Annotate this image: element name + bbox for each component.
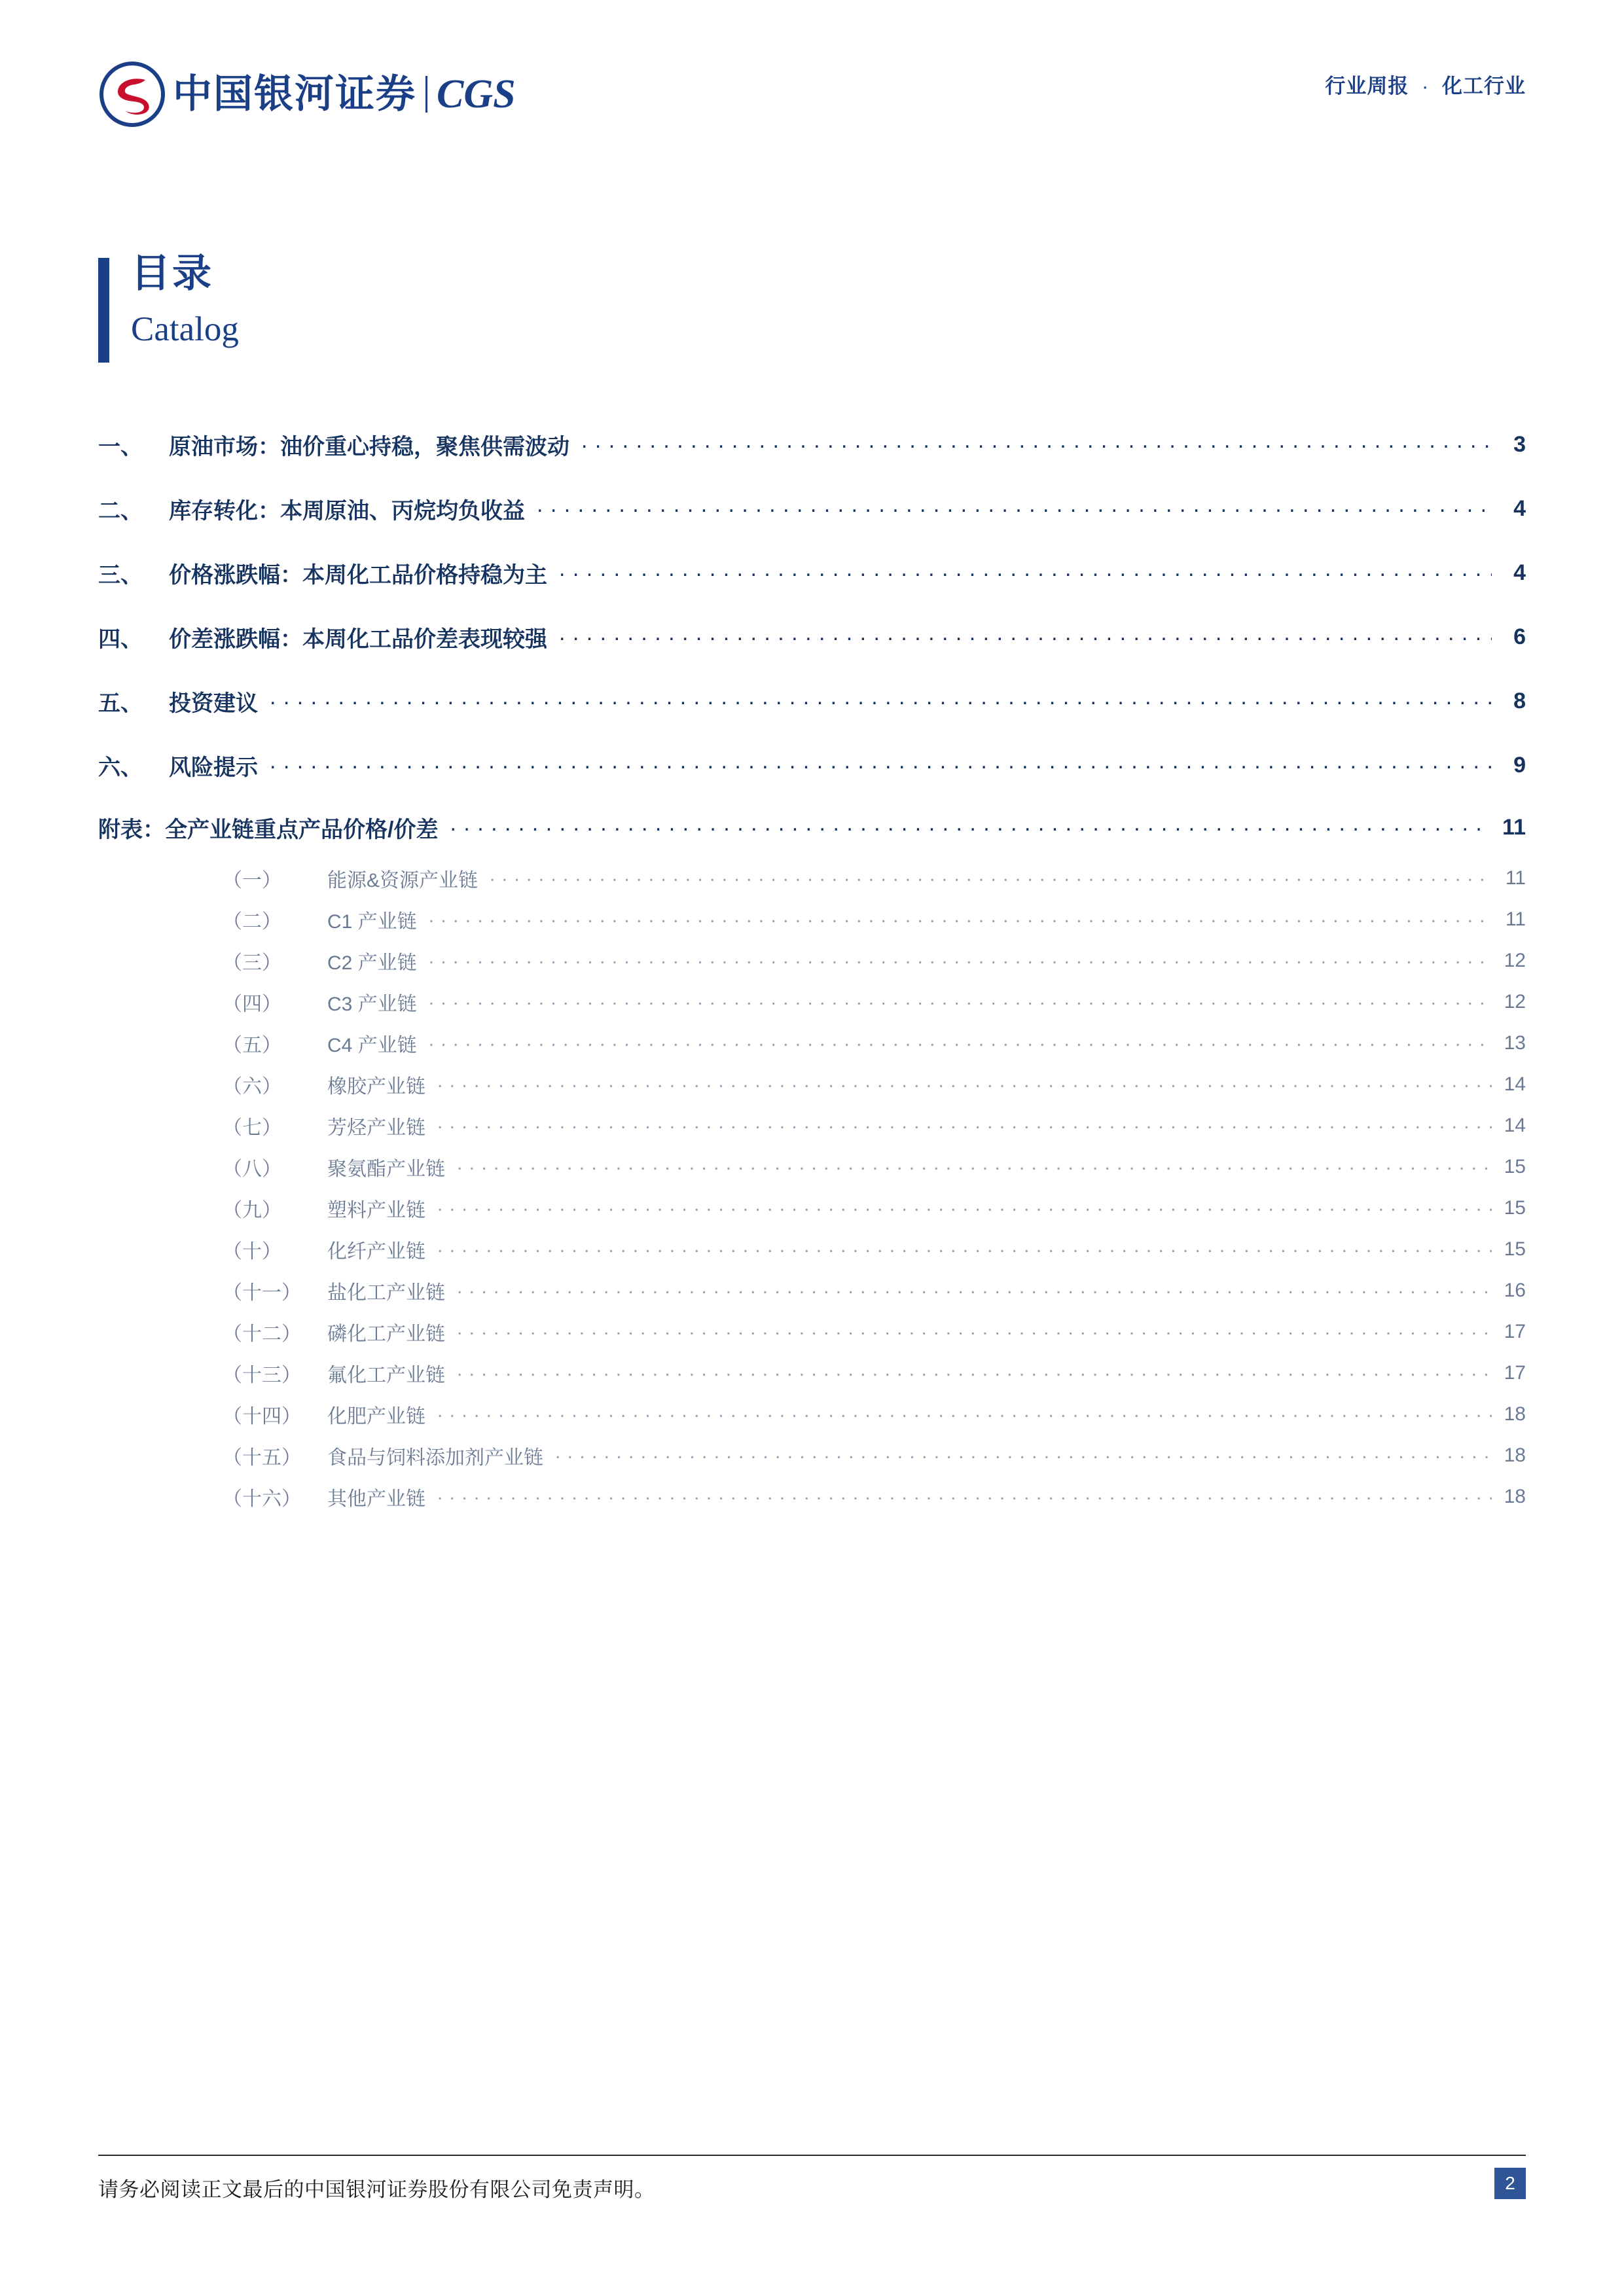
toc-leader-dots [457, 1281, 1492, 1300]
toc-leader-dots [429, 951, 1492, 971]
toc-entry-2-number: 二、 [98, 498, 143, 524]
toc-subentry-11-number: （十一） [223, 1282, 301, 1304]
toc-subentry-10-label [223, 1235, 433, 1264]
toc-entry-5-page: 8 [1513, 688, 1526, 713]
logo-divider [425, 76, 427, 113]
toc-entry-appendix-page: 11 [1502, 814, 1526, 840]
toc-subentry-6[interactable] [98, 1064, 1526, 1105]
toc-subentry-16-page: 18 [1504, 1485, 1526, 1507]
toc-subentry-14-page: 18 [1504, 1403, 1526, 1425]
page-number-badge: 2 [1494, 2168, 1526, 2199]
toc-subentry-4-page: 12 [1504, 990, 1526, 1013]
toc-subentry-1[interactable] [98, 857, 1526, 899]
toc-entry-4-page: 6 [1513, 624, 1526, 649]
toc-entry-4-text: 价差涨跌幅：本周化工品价差表现较强 [169, 626, 547, 652]
toc-leader-dots [537, 497, 1492, 520]
toc-subentry-14-number: （十四） [223, 1405, 301, 1427]
toc-subentry-9-label [223, 1194, 433, 1223]
toc-subentry-2[interactable] [98, 899, 1526, 940]
toc-subentry-10-number: （十） [223, 1240, 281, 1263]
toc-subentry-6-label [223, 1070, 433, 1099]
title-accent-bar [98, 258, 109, 363]
toc-leader-dots [437, 1240, 1492, 1259]
toc-subentry-1-text: 能源&资源产业链 [327, 869, 478, 891]
toc-entry-4[interactable] [98, 605, 1526, 669]
toc-entry-appendix-label [98, 812, 446, 844]
toc-leader-dots [437, 1198, 1492, 1218]
toc-entry-6[interactable] [98, 733, 1526, 797]
toc-subentry-7-text: 芳烃产业链 [327, 1117, 425, 1139]
toc-subentry-11-page: 16 [1504, 1279, 1526, 1301]
toc-entry-2-page: 4 [1513, 495, 1526, 521]
toc-entry-1-number: 一、 [98, 434, 143, 459]
toc-entry-3-page: 4 [1513, 560, 1526, 585]
toc-subentry-10[interactable] [98, 1229, 1526, 1270]
toc-entry-3-label [98, 557, 555, 589]
toc-subentry-3-label [223, 946, 425, 975]
toc-leader-dots [559, 562, 1492, 584]
page-title: 目录 [131, 251, 213, 295]
toc-subentry-9-number: （九） [223, 1199, 281, 1221]
toc-entry-6-label [98, 749, 266, 781]
toc-subentry-5-page: 13 [1504, 1031, 1526, 1054]
toc-entry-6-page: 9 [1513, 752, 1526, 778]
toc-subentry-8-page: 15 [1504, 1155, 1526, 1177]
toc-subentry-15-number: （十五） [223, 1446, 301, 1469]
toc-subentry-14[interactable] [98, 1393, 1526, 1435]
company-logo [98, 60, 516, 128]
toc-subentry-4-text: C3 产业链 [327, 993, 417, 1015]
toc-subentry-8-number: （八） [223, 1158, 281, 1180]
toc-subentry-3-text: C2 产业链 [327, 952, 417, 974]
page-title-en: Catalog [131, 310, 239, 348]
toc-leader-dots [429, 1033, 1492, 1053]
toc-entry-4-label [98, 621, 555, 653]
toc-entry-appendix-text: 附表：全产业链重点产品价格/价差 [98, 817, 439, 842]
toc-subentry-12[interactable] [98, 1311, 1526, 1352]
toc-subentry-4[interactable] [98, 981, 1526, 1022]
toc-subentry-8[interactable] [98, 1146, 1526, 1187]
header-separator: · [1422, 75, 1430, 98]
toc-subentry-15[interactable] [98, 1435, 1526, 1476]
toc-leader-dots [555, 1446, 1492, 1465]
toc-subentry-15-page: 18 [1504, 1444, 1526, 1466]
toc-subentry-13-label [223, 1359, 453, 1388]
toc-subentry-2-text: C1 产业链 [327, 910, 417, 933]
toc-subentry-3[interactable] [98, 940, 1526, 981]
toc-subentry-15-text: 食品与饲料添加剂产业链 [327, 1446, 543, 1469]
toc-subentry-5[interactable] [98, 1022, 1526, 1064]
toc-entry-3-number: 三、 [98, 562, 143, 588]
toc-entry-4-number: 四、 [98, 626, 143, 652]
toc-leader-dots [457, 1322, 1492, 1342]
toc-subentry-1-label [223, 864, 486, 893]
toc-subentry-5-text: C4 产业链 [327, 1034, 417, 1056]
toc-subentry-6-number: （六） [223, 1075, 281, 1098]
toc-subentry-16-label [223, 1482, 433, 1511]
toc-leader-dots [270, 690, 1492, 712]
toc-subentry-4-number: （四） [223, 993, 281, 1015]
toc-subentry-10-text: 化纤产业链 [327, 1240, 425, 1263]
toc-subentry-14-label [223, 1400, 433, 1429]
toc-entry-3-text: 价格涨跌幅：本周化工品价格持稳为主 [169, 562, 547, 588]
table-of-contents [98, 412, 1526, 1517]
logo-company-name-cn: 中国银河证券 [173, 72, 416, 116]
toc-subentry-11-label [223, 1276, 453, 1305]
logo-company-name-en: CGS [437, 72, 516, 117]
footer-divider [98, 2155, 1526, 2156]
toc-entry-6-number: 六、 [98, 755, 143, 780]
toc-subentry-7-page: 14 [1504, 1114, 1526, 1136]
toc-subentry-12-page: 17 [1504, 1320, 1526, 1342]
toc-leader-dots [457, 1363, 1492, 1383]
toc-subentry-7[interactable] [98, 1105, 1526, 1146]
toc-leader-dots [437, 1116, 1492, 1136]
toc-subentry-4-label [223, 988, 425, 1016]
header-industry: 化工行业 [1442, 75, 1526, 98]
toc-subentry-3-page: 12 [1504, 949, 1526, 971]
toc-subentry-6-text: 橡胶产业链 [327, 1075, 425, 1098]
toc-entry-1-page: 3 [1513, 431, 1526, 457]
header-report-type: 行业周报 [1325, 75, 1409, 98]
footer-disclaimer: 请务必阅读正文最后的中国银河证券股份有限公司免责声明。 [98, 2178, 655, 2201]
toc-leader-dots [429, 992, 1492, 1012]
toc-leader-dots [581, 433, 1492, 456]
page-header [98, 60, 1526, 145]
toc-subentry-1-page: 11 [1505, 867, 1526, 889]
galaxy-logo-icon [98, 60, 166, 128]
toc-entry-1-text: 原油市场：油价重心持稳，聚焦供需波动 [169, 434, 569, 459]
toc-leader-dots [429, 910, 1492, 929]
toc-entry-2-text: 库存转化：本周原油、丙烷均负收益 [169, 498, 525, 524]
toc-leader-dots [437, 1405, 1492, 1424]
toc-subentry-13[interactable] [98, 1352, 1526, 1393]
toc-subentry-12-text: 磷化工产业链 [327, 1323, 445, 1345]
toc-subentry-16-text: 其他产业链 [327, 1488, 425, 1510]
toc-subentry-2-page: 11 [1505, 908, 1526, 930]
toc-subentry-13-number: （十三） [223, 1364, 301, 1386]
toc-subentry-6-page: 14 [1504, 1073, 1526, 1095]
toc-subentry-16[interactable] [98, 1476, 1526, 1517]
toc-subentry-9-page: 15 [1504, 1196, 1526, 1219]
toc-subentry-8-label [223, 1153, 453, 1181]
toc-subentry-2-label [223, 905, 425, 934]
toc-entry-1-label [98, 429, 577, 461]
toc-leader-dots [437, 1075, 1492, 1094]
toc-subentry-5-label [223, 1029, 425, 1058]
toc-entry-5-text: 投资建议 [169, 691, 258, 716]
toc-subentry-5-number: （五） [223, 1034, 281, 1056]
toc-leader-dots [490, 869, 1492, 888]
toc-entry-3[interactable] [98, 541, 1526, 605]
toc-entry-6-text: 风险提示 [169, 755, 258, 780]
toc-leader-dots [559, 626, 1492, 648]
toc-entry-5-label [98, 685, 266, 717]
toc-subentry-11[interactable] [98, 1270, 1526, 1311]
toc-subentry-11-text: 盐化工产业链 [327, 1282, 445, 1304]
toc-subentry-12-number: （十二） [223, 1323, 301, 1345]
toc-subentry-14-text: 化肥产业链 [327, 1405, 425, 1427]
toc-subentry-8-text: 聚氨酯产业链 [327, 1158, 445, 1180]
toc-subentry-1-number: （一） [223, 869, 281, 891]
toc-entry-5[interactable] [98, 669, 1526, 733]
toc-subentry-7-label [223, 1111, 433, 1140]
toc-subentry-15-label [223, 1441, 551, 1470]
toc-leader-dots [450, 816, 1490, 838]
toc-subentry-9[interactable] [98, 1187, 1526, 1229]
toc-entry-5-number: 五、 [98, 691, 143, 716]
toc-subentry-9-text: 塑料产业链 [327, 1199, 425, 1221]
toc-entry-1[interactable] [98, 412, 1526, 476]
toc-subentry-12-label [223, 1318, 453, 1346]
toc-entry-2-label [98, 493, 533, 525]
toc-leader-dots [437, 1487, 1492, 1507]
toc-subentry-2-number: （二） [223, 910, 281, 933]
toc-subentry-13-page: 17 [1504, 1361, 1526, 1384]
toc-subentry-13-text: 氟化工产业链 [327, 1364, 445, 1386]
toc-entry-2[interactable] [98, 476, 1526, 541]
toc-subentry-16-number: （十六） [223, 1488, 301, 1510]
toc-leader-dots [270, 754, 1492, 776]
toc-leader-dots [457, 1157, 1492, 1177]
header-report-label [1325, 69, 1526, 99]
toc-subentry-7-number: （七） [223, 1117, 281, 1139]
toc-entry-appendix[interactable] [98, 797, 1526, 857]
toc-subentry-3-number: （三） [223, 952, 281, 974]
toc-subentry-10-page: 15 [1504, 1238, 1526, 1260]
